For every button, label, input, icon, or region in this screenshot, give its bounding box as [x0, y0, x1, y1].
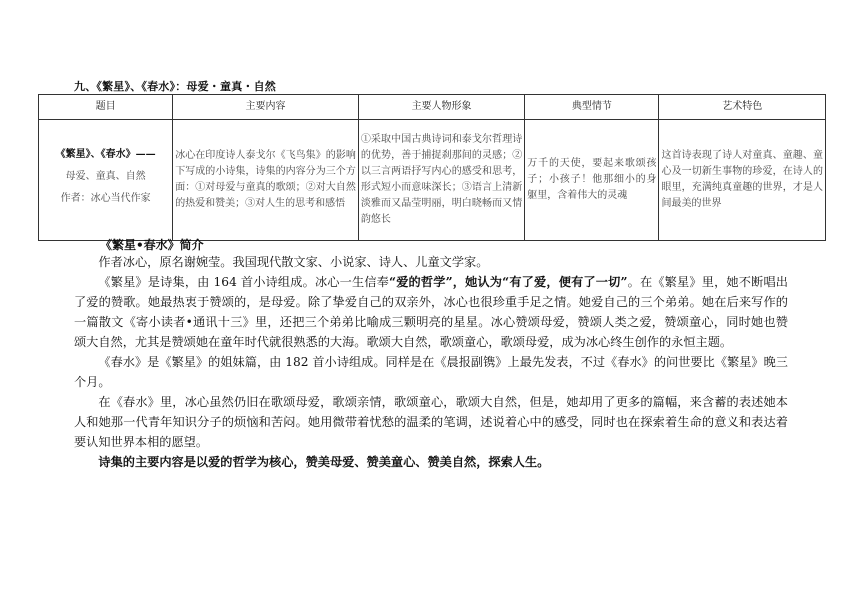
table-header-row [39, 95, 826, 120]
intro-title: 《繁星•春水》简介 [100, 238, 204, 252]
work-author: 作者：冰心当代作家 [60, 193, 151, 204]
summary-table [38, 94, 826, 241]
cell-characters: ①采取中国古典诗词和泰戈尔哲理诗的优势，善于捕捉刹那间的灵感；②以三言两语抒写内心的感受和思考，形式短小而意味深长；③语言上清新淡雅而又晶莹明丽，明白晓畅而又情韵悠长 [358, 120, 524, 241]
fanxing-paragraph [74, 272, 788, 352]
header-characters: 主要人物形象 [358, 95, 524, 120]
header-features: 艺术特色 [659, 95, 826, 120]
work-title: 《繁星》、《春水》—— [55, 149, 156, 160]
cell-title [39, 120, 173, 241]
summary-paragraph: 诗集的主要内容是以爱的哲学为核心，赞美母爱、赞美童心、赞美自然，探索人生。 [98, 455, 550, 469]
love-philosophy-quote: “爱的哲学”，她认为“有了爱，便有了一切” [389, 275, 628, 289]
chunshui-detail-paragraph: 在《春水》里，冰心虽然仍旧在歌颂母爱，歌颂亲情，歌颂童心，歌颂大自然，但是，她却用了更多的篇幅，来含蓄的表述她本人和她那一代青年知识分子的烦恼和苦闷。她用微带着忧愁的温柔的笔调，述说着心中的感受，同时也在探索着生命的意义和表达着要认知世界本相的愿望。 [74, 395, 788, 449]
cell-plot: 万千的天使，要起来歌颂孩子；小孩子！他那细小的身躯里，含着伟大的灵魂 [525, 120, 659, 241]
work-themes: 母爱、童真、自然 [65, 171, 146, 182]
header-plot: 典型情节 [525, 95, 659, 120]
chunshui-paragraph: 《春水》是《繁星》的姐妹篇，由 182 首小诗组成。同样是在《晨报副镌》上最先发表，不过《春水》的问世要比《繁星》晚三个月。 [74, 355, 788, 389]
header-title: 题目 [39, 95, 173, 120]
fanxing-text-c: 。在《繁星》里，她不断唱出了爱的赞歌。她最热衷于赞颂的，是母爱。除了挚爱自己的双亲外，冰心也很珍重手足之情。她爱自己的三个弟弟。她在后来写作的一篇散文《寄小读者•通讯十三》里，还把三个弟弟比喻成三颗明亮的星星。冰心赞颂母爱，赞颂人类之爱，赞颂童心，同时她也赞颂大自然，尤其是赞颂她在童年时代就很熟悉的大海。歌颂大自然，歌颂童心，歌颂母爱，成为冰心终生创作的永恒主题。 [74, 275, 788, 349]
section-heading: 九、《繁星》、《春水》：母爱・童真・自然 [74, 80, 276, 93]
table-row [39, 120, 826, 241]
fanxing-text-a: 《繁星》是诗集，由 164 首小诗组成。冰心一生信奉 [98, 275, 390, 289]
header-content: 主要内容 [173, 95, 359, 120]
intro-body [74, 252, 788, 472]
cell-content: 冰心在印度诗人泰戈尔《飞鸟集》的影响下写成的小诗集，诗集的内容分为三个方面：①对母爱与童真的歌颂；②对大自然的热爱和赞美；③对人生的思考和感悟 [173, 120, 359, 241]
author-paragraph: 作者冰心，原名谢婉莹。我国现代散文家、小说家、诗人、儿童文学家。 [98, 255, 489, 269]
cell-features: 这首诗表现了诗人对童真、童趣、童心及一切新生事物的珍爱，在诗人的眼里，充满纯真童趣的世界，才是人间最美的世界 [659, 120, 826, 241]
